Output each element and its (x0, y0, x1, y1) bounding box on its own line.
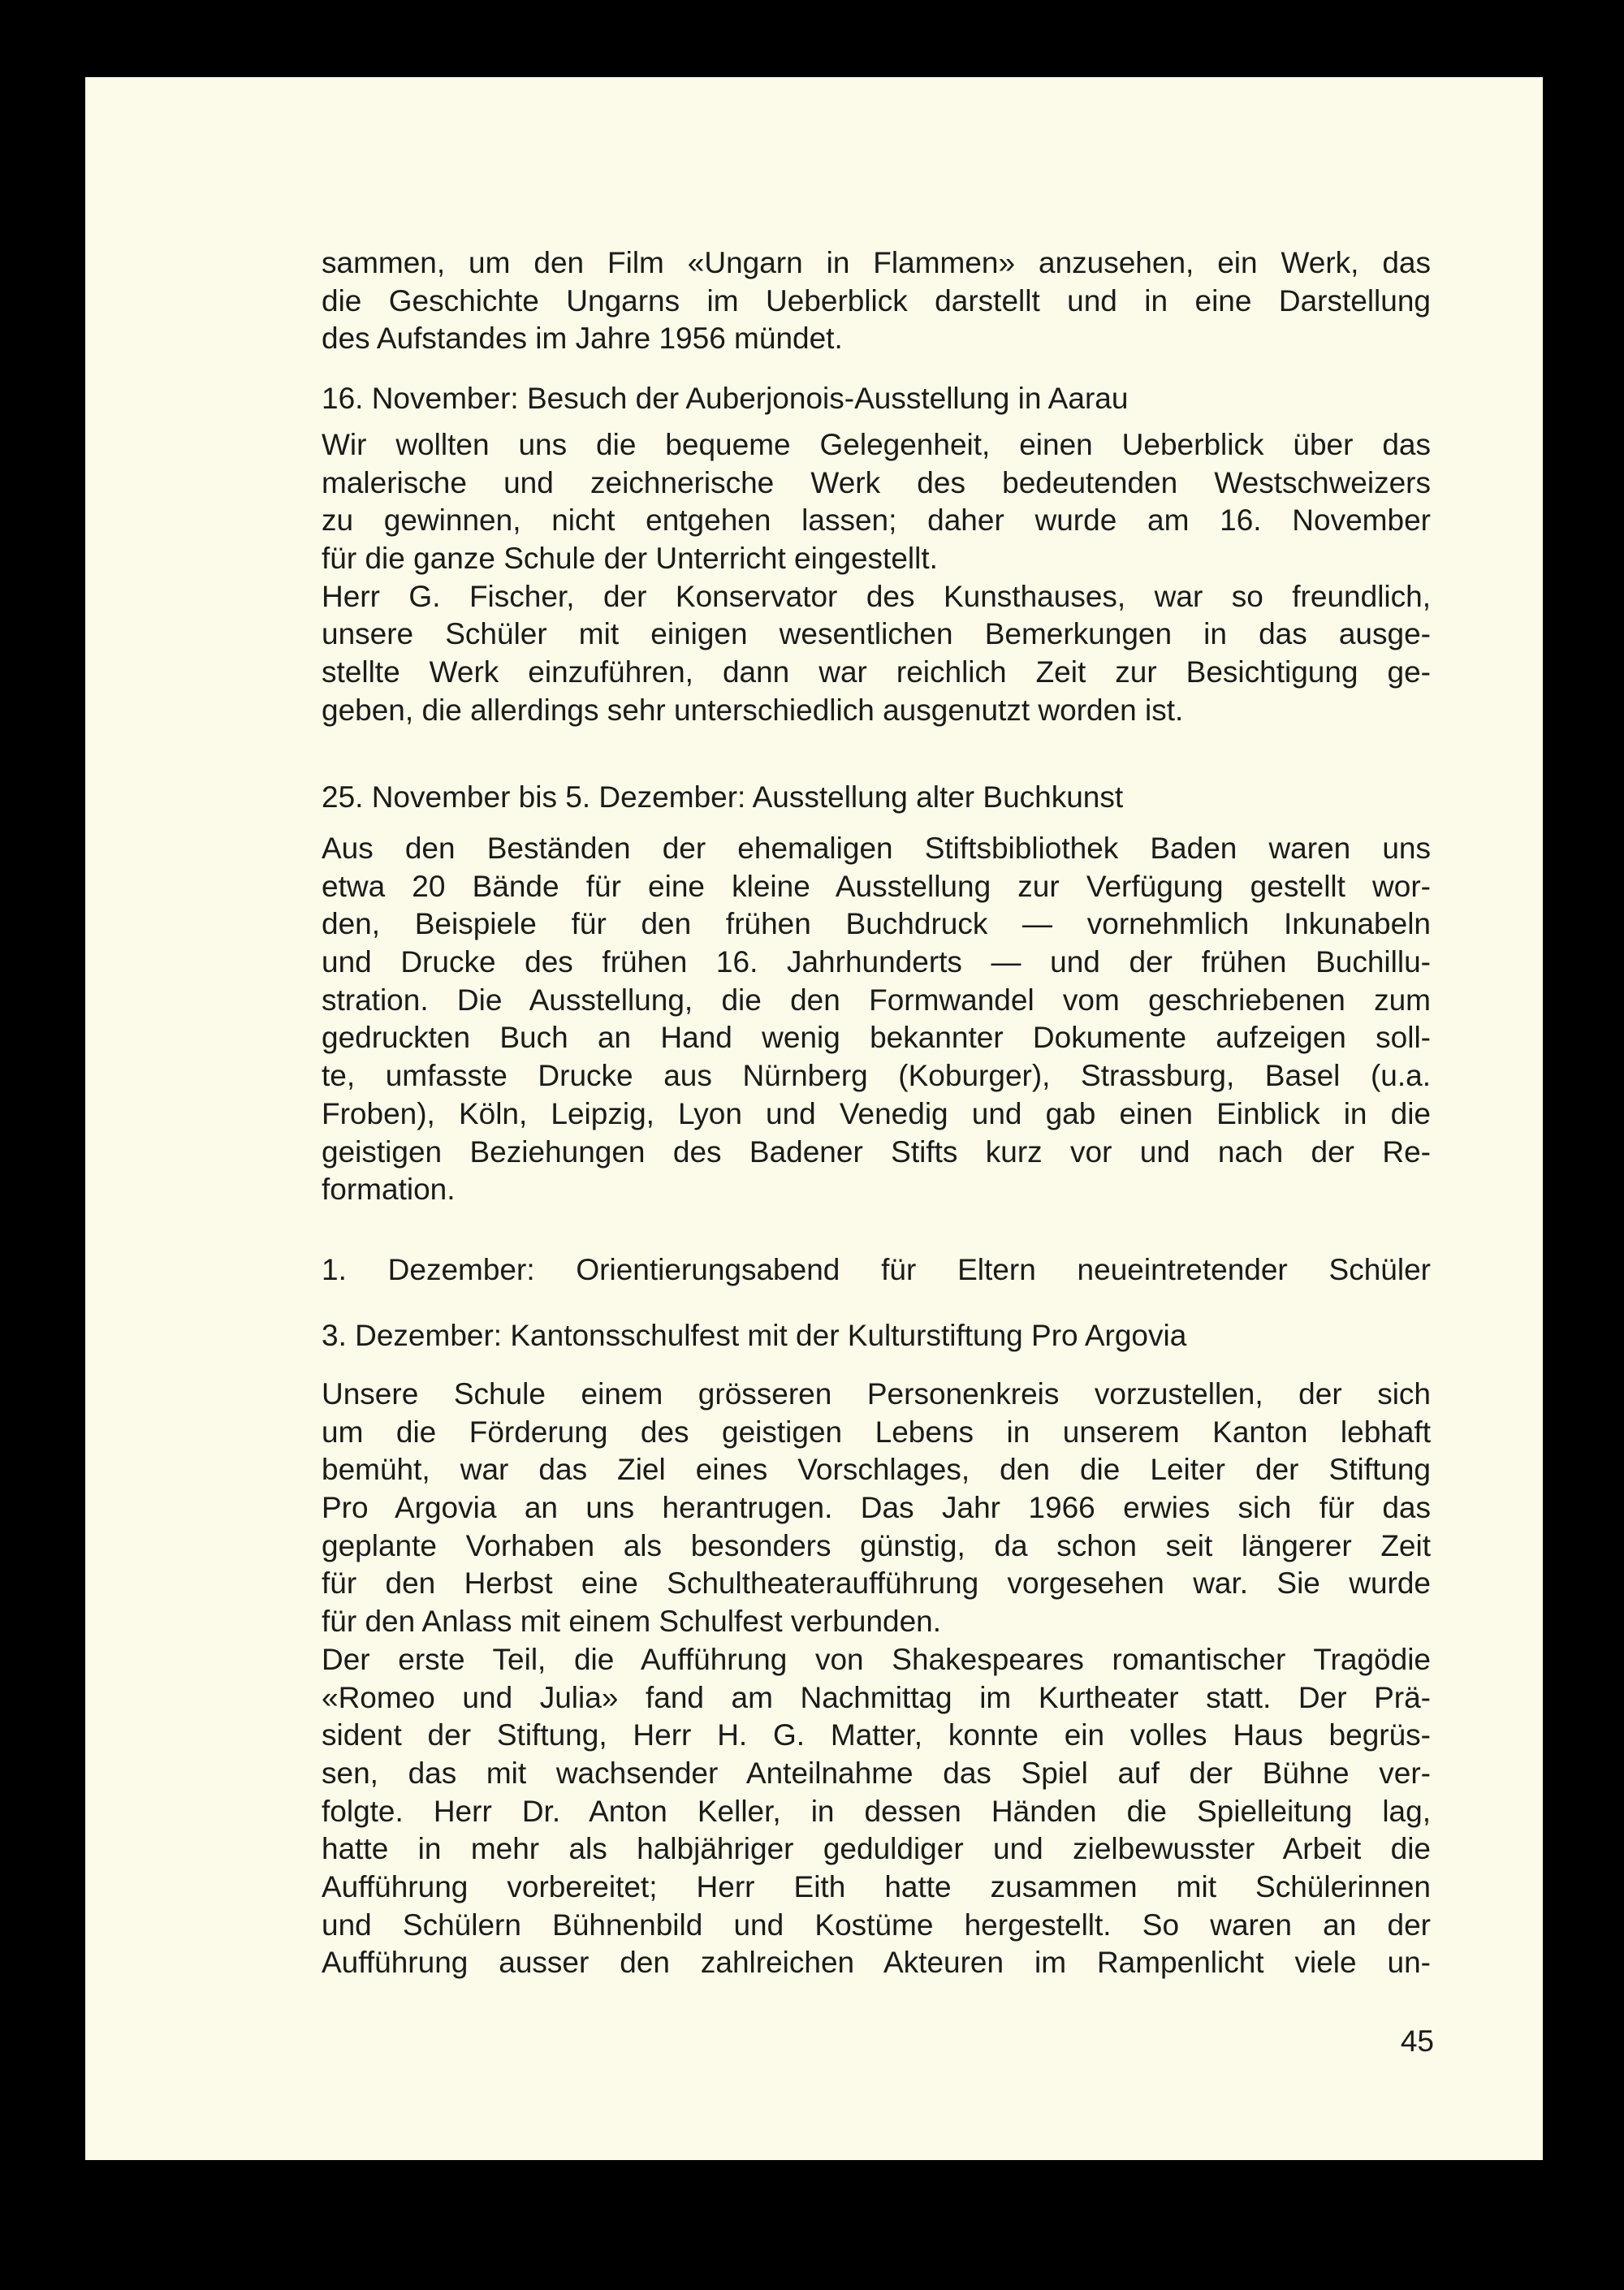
heading-text: 16. November: Besuch der Auberjonois-Ausstellung in Aarau (322, 382, 1129, 415)
text-line: geistigen Beziehungen des Badener Stifts kurz vor und nach der Re- (322, 1134, 1431, 1169)
heading-1-dezember (322, 1251, 1431, 1290)
heading-text: 1. Dezember: Orientierungsabend für Eltern neueintretender Schüler (322, 1253, 1431, 1286)
text-line: Der erste Teil, die Aufführung von Shakespeares romantischer Tragödie (322, 1642, 1431, 1676)
text-line: Unsere Schule einem grösseren Personenkreis vorzustellen, der sich (322, 1377, 1431, 1411)
text-line: Aufführung vorbereitet; Herr Eith hatte zusammen mit Schülerinnen (322, 1869, 1431, 1903)
text-line: gedruckten Buch an Hand wenig bekannter Dokumente aufzeigen soll- (322, 1021, 1431, 1055)
text-line: Herr G. Fischer, der Konservator des Kunsthauses, war so freundlich, (322, 579, 1431, 613)
text-line: geben, die allerdings sehr unterschiedlich ausgenutzt worden ist. (322, 693, 1184, 727)
heading-25-november (322, 779, 1431, 817)
text-line: folgte. Herr Dr. Anton Keller, in dessen Händen die Spielleitung lag, (322, 1794, 1431, 1828)
text-line: für die ganze Schule der Unterricht eingestellt. (322, 542, 938, 576)
text-line: für den Herbst eine Schultheateraufführung vorgesehen war. Sie wurde (322, 1566, 1431, 1601)
text-line: bemüht, war das Ziel eines Vorschlages, den die Leiter der Stiftung (322, 1453, 1431, 1487)
text-line: Wir wollten uns die bequeme Gelegenheit, einen Ueberblick über das (322, 428, 1431, 461)
text-line: Froben), Köln, Leipzig, Lyon und Venedig und gab einen Einblick in die (322, 1096, 1431, 1130)
page-number: 45 (1400, 2024, 1434, 2058)
text-line: die Geschichte Ungarns im Ueberblick darstellt und in eine Darstellung (322, 283, 1431, 318)
heading-text: 25. November bis 5. Dezember: Ausstellung alter Buchkunst (322, 780, 1124, 814)
heading-3-dezember (322, 1317, 1431, 1355)
paragraph-film (322, 244, 1431, 358)
text-line: stration. Die Ausstellung, die den Formwandel vom geschriebenen zum (322, 983, 1431, 1017)
text-line: stellte Werk einzuführen, dann war reichlich Zeit zur Besichtigung ge- (322, 655, 1431, 689)
text-line: te, umfasste Drucke aus Nürnberg (Koburger), Strassburg, Basel (u.a. (322, 1059, 1431, 1093)
text-line: Aus den Beständen der ehemaligen Stiftsbibliothek Baden waren uns (322, 832, 1431, 865)
paragraph-auberjonois (322, 426, 1431, 730)
text-line: für den Anlass mit einem Schulfest verbunden. (322, 1605, 942, 1639)
text-line: Aufführung ausser den zahlreichen Akteuren im Rampenlicht viele un- (322, 1946, 1431, 1980)
heading-text: 3. Dezember: Kantonsschulfest mit der Kulturstiftung Pro Argovia (322, 1319, 1187, 1352)
text-line: um die Förderung des geistigen Lebens in unserem Kanton lebhaft (322, 1415, 1431, 1449)
text-line: den, Beispiele für den frühen Buchdruck — vornehmlich Inkunabeln (322, 907, 1431, 941)
text-line: hatte in mehr als halbjähriger geduldiger und zielbewusster Arbeit die (322, 1832, 1431, 1866)
text-line: und Drucke des frühen 16. Jahrhunderts — und der frühen Buchillu- (322, 945, 1431, 979)
heading-16-november (322, 380, 1431, 418)
text-line: des Aufstandes im Jahre 1956 mündet. (322, 322, 843, 356)
text-line: formation. (322, 1173, 456, 1207)
paragraph-buchkunst (322, 830, 1431, 1209)
text-line: Pro Argovia an uns herantrugen. Das Jahr 1966 erwies sich für das (322, 1491, 1431, 1525)
text-line: unsere Schüler mit einigen wesentlichen Bemerkungen in das ausge- (322, 617, 1431, 651)
text-line: und Schülern Bühnenbild und Kostüme hergestellt. So waren an der (322, 1908, 1431, 1942)
paragraph-kantonsschulfest (322, 1376, 1431, 1982)
text-line: sident der Stiftung, Herr H. G. Matter, konnte ein volles Haus begrüs- (322, 1718, 1431, 1752)
text-line: etwa 20 Bände für eine kleine Ausstellung zur Verfügung gestellt wor- (322, 869, 1431, 903)
text-line: malerische und zeichnerische Werk des bedeutenden Westschweizers (322, 465, 1431, 499)
text-line: sen, das mit wachsender Anteilnahme das Spiel auf der Bühne ver- (322, 1756, 1431, 1790)
text-line: «Romeo und Julia» fand am Nachmittag im Kurtheater statt. Der Prä- (322, 1680, 1431, 1714)
text-line: geplante Vorhaben als besonders günstig, da schon seit längerer Zeit (322, 1528, 1431, 1562)
text-line: zu gewinnen, nicht entgehen lassen; daher wurde am 16. November (322, 503, 1431, 538)
text-line: sammen, um den Film «Ungarn in Flammen» anzusehen, ein Werk, das (322, 246, 1431, 279)
